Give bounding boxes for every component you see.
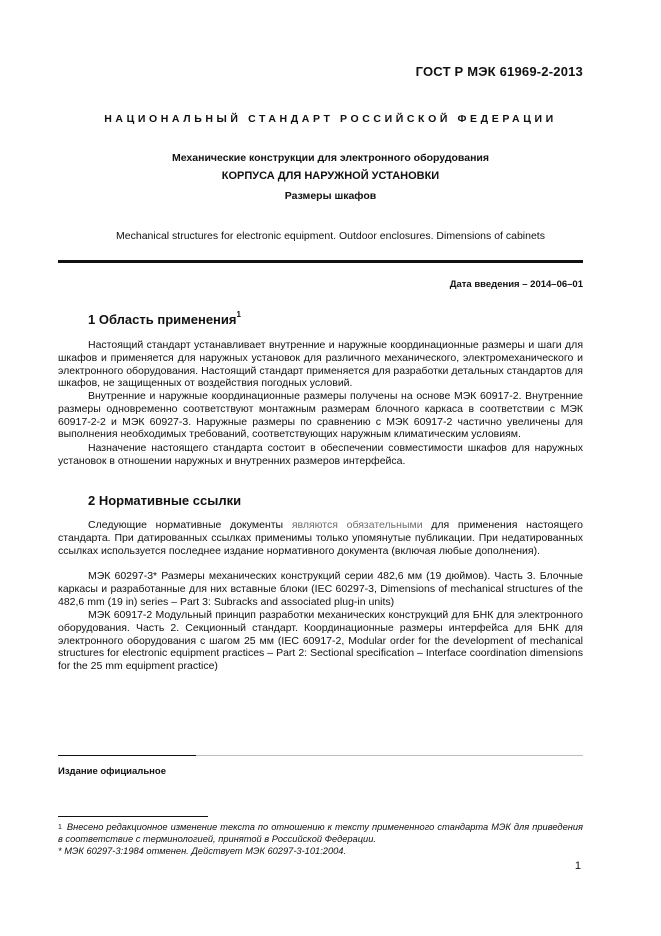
section-1-paragraph-1: Настоящий стандарт устанавливает внутренние и наружные координационные размеры и шаги для шкафов и применяется для наружных установок для различного механического, электромеханического и электронного оборудования. Настоящий стандарт применяется для разработки детальных стандартов для шкафов, не защищенных от воздействия погодных условий. [58,339,583,390]
footnote-2: * МЭК 60297-3:1984 отменен. Действует МЭК 60297-3-101:2004. [58,846,347,856]
section-1-paragraph-2: Внутренние и наружные координационные размеры получены на основе МЭК 60917-2. Внутренние размеры одновременно соответствуют монтажным размерам блочного каркаса в соответствии с МЭК 60917-2-2 и МЭК 60927-3. Наружные размеры по сравнению с МЭК 60917-2 частично увеличены для выполнения необходимых требований, соответствующих наружным климатическим условиям. [58,390,583,441]
document-code: ГОСТ Р МЭК 61969-2-2013 [415,64,583,79]
introduction-date: Дата введения – 2014–06–01 [449,279,583,290]
title-divider [58,260,583,263]
section-2-paragraph-1-start: Следующие нормативные документы [88,519,292,531]
section-2-paragraph-3: МЭК 60917-2 Модульный принцип разработки механических конструкций для БНК для электронного оборудования. Часть 2. Секционный стандарт. Координационные размеры интерфейса для БНК для электронного оборудования с шагом 25 мм (IEC 60917-2, Modular order for the development of mechanical structures for electronic equipment practices – Part 2: Sectional specification – Interface coordination dimensions for the 25 mm equipment practice) [58,609,583,673]
edition-divider [58,755,196,756]
footnote-1-text: Внесено редакционное изменение текста по отношению к тексту примененного стандарта МЭК для приведения в соответствие с терминологией, принятой в Российской Федерации. [58,822,583,844]
national-standard-banner: НАЦИОНАЛЬНЫЙ СТАНДАРТ РОССИЙСКОЙ ФЕДЕРАЦИИ [104,113,557,125]
edition-label: Издание официальное [58,766,166,777]
section-2-heading: 2 Нормативные ссылки [88,493,242,508]
section-2-paragraph-1 [58,519,583,557]
page-number: 1 [574,860,581,872]
footnote-1-mark: 1 [58,824,62,831]
footnote-1 [58,822,583,845]
footnote-divider [58,816,208,817]
english-title: Mechanical structures for electronic equipment. Outdoor enclosures. Dimensions of cabinets [116,230,545,242]
section-2-paragraph-1-highlight: являются обязательными [291,519,423,531]
edition-divider-light [196,755,583,756]
footnote-reference: 1 [236,310,241,319]
section-2-paragraph-2: МЭК 60297-3* Размеры механических конструкций серии 482,6 мм (19 дюймов). Часть 3. Блочные каркасы и разработанные для них вставные блоки (IEC 60297-3, Dimensions of mechanical structures of the 482,6 mm (19 in) series – Part 3: Subracks and associated plug-in units) [58,570,583,608]
section-1-heading-text: 1 Область применения [88,312,237,327]
section-2-paragraph-1-end: для применения настоящего стандарта. При датированных ссылках применимы только упомянутые публикации. При недатированных ссылках используется последнее издание нормативного документа (включая любые дополнения). [58,519,583,557]
section-1-paragraph-3: Назначение настоящего стандарта состоит в обеспечении совместимости шкафов для наружных установок в отношении наружных и внутренних размеров интерфейса. [58,442,583,467]
title-line-3: Размеры шкафов [284,190,377,202]
title-line-2: КОРПУСА ДЛЯ НАРУЖНОЙ УСТАНОВКИ [221,170,440,182]
section-1-heading [88,312,241,327]
title-line-1: Механические конструкции для электронного оборудования [171,152,490,164]
